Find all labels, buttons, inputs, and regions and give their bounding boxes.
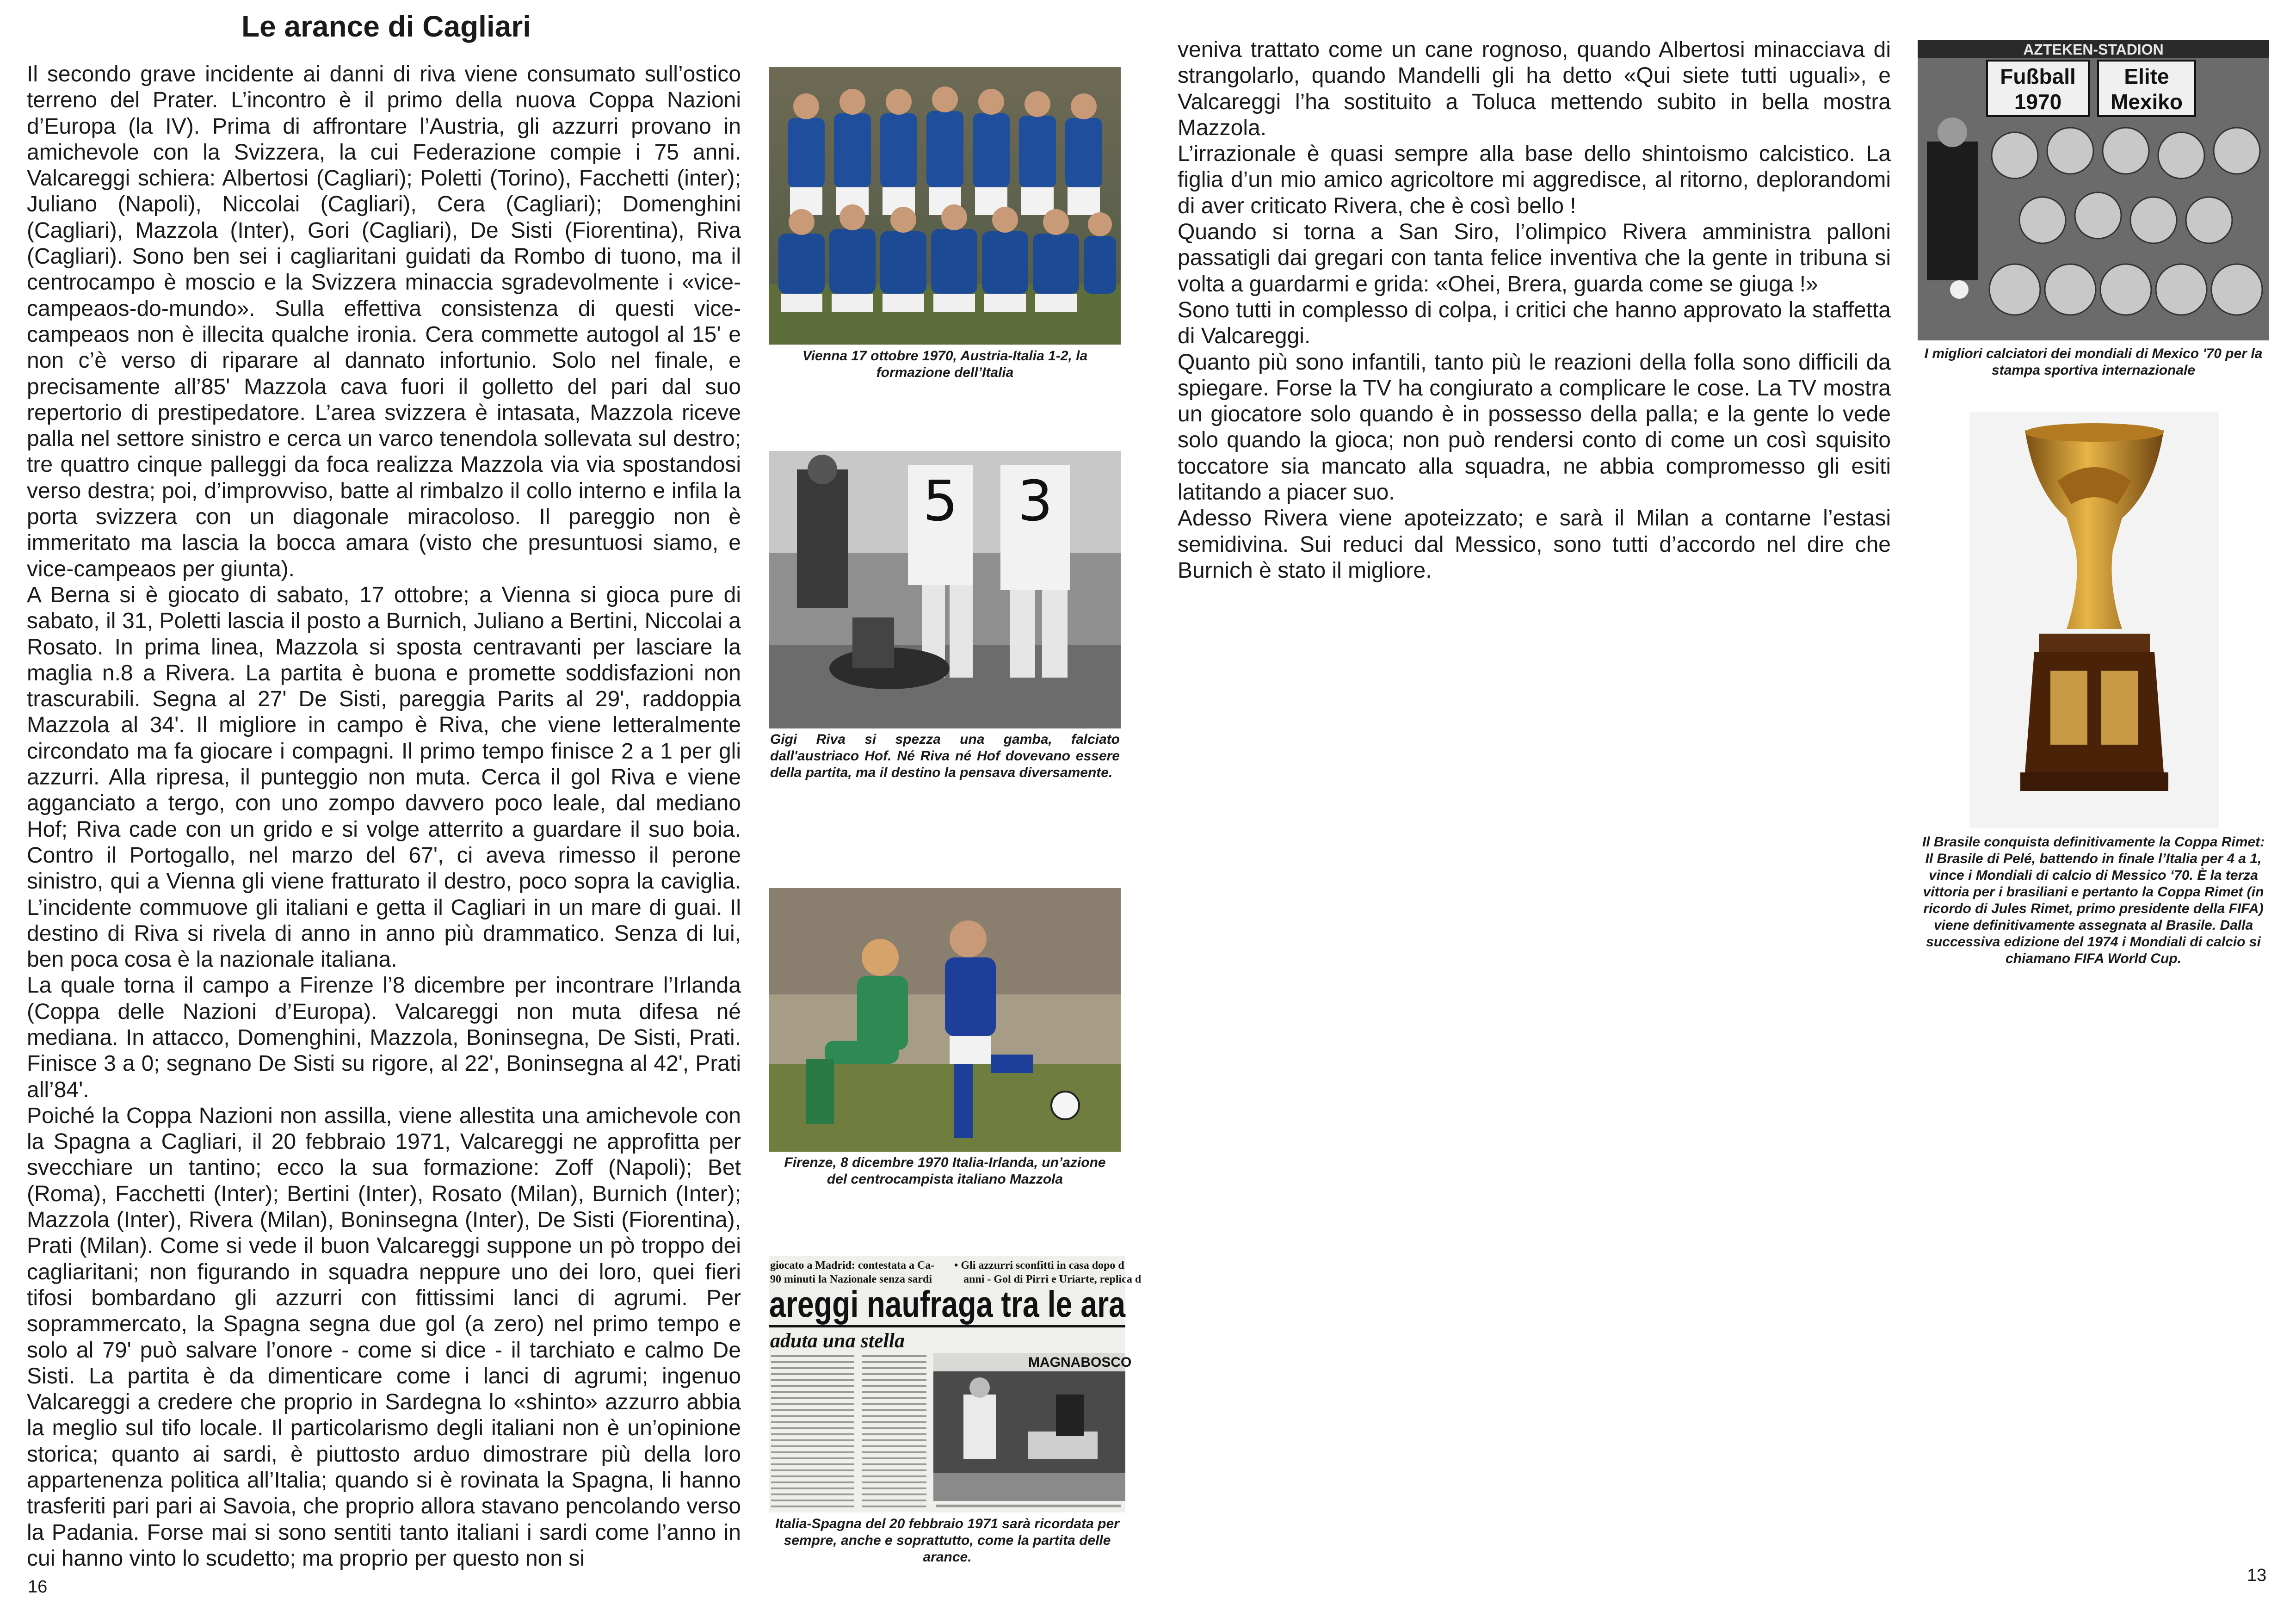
svg-text:5: 5: [922, 469, 958, 534]
page-number-left: 16: [28, 1577, 48, 1597]
page-number-right: 13: [2247, 1566, 2267, 1585]
newspaper-clipping: [769, 1256, 1142, 1512]
newspaper-kicker-right-2: anni - Gol di Pirri e Uriarte, replica d: [963, 1273, 1142, 1285]
paragraph: Poiché la Coppa Nazioni non assilla, viene allestita una amichevole con la Spagna a Cagliari, il 20 febbraio 1971, Valcareggi ne approfitta per svecchiare un tantino; ecco la sua formazione: Zoff (Napoli); Bet (Roma), Facchetti (Inter); Bertini (Inter), Rosato (Milan), Burnich (Inter); Mazzola (Inter), Rivera (Milan), Boninsegna (Inter), De Sisti (Fiorentina), Prati (Milan). Come si vede il buon Valcareggi suppone un pò troppo dei cagliaritani; non figurando in squadra neppure uno dei loro, quei fieri tifosi bombardano gli azzurri con fittissimi lanci di agrumi. Per soprammercato, la Spagna segna due gol (a zero) nel primo tempo e solo al 79' può salvare l’onore - come si dice - il tarchiato e calmo De Sisti. La partita è da dimenticare come i lanci di agrumi; ingenuo Valcareggi a credere che proprio in Sardegna lo «shinto» azzurro abbia la meglio sul tifo locale. Il particolarismo degli italiani non è un’opinione storica; quanto ai sardi, è piuttosto arduo dimostrare più della loro appartenenza politica all’Italia; quando si è rovinata la Spagna, li hanno trasferiti pari pari ai Savoia, che proprio allora stavano pencolando verso la Padania. Forse mai si sono sentiti tanto italiani i sardi come l’anno in cui hanno vinto lo scudetto; ma proprio per questo non si: [27, 1103, 741, 1571]
paragraph: Sono tutti in complesso di colpa, i critici che hanno approvato la staffetta di Valcareggi.: [1178, 297, 1891, 349]
newspaper-kicker-left-2: 90 minuti la Nazionale senza sardi: [770, 1273, 932, 1285]
paragraph: A Berna si è giocato di sabato, 17 ottobre; a Vienna si gioca pure di sabato, il 31, Poletti lascia il posto a Burnich, Juliano a Bertini, Niccolai a Rosato. In prima linea, Mazzola si sposta centravanti per lasciare la maglia n.8 a Rivera. La partita è buona e promette soddisfazioni non trascurabili. Segna al 27' De Sisti, pareggia Parits al 29', raddoppia Mazzola al 34'. Il migliore in campo è Riva, che viene letteralmente circondato ma fa giocare i compagni. Il primo tempo finisce 2 a 1 per gli azzurri. Alla ripresa, il punteggio non muta. Cerca il gol Riva e viene agganciato a tergo, con uno zompo davvero poco leale, dal mediano Hof; Riva cade con un grido e si volge atterrito a guardare il suo boia. Contro il Portogallo, nel marzo del 67', ci aveva rimesso il perone sinistro, qui a Vienna gli viene fratturato il destro, poco sopra la caviglia. L’incidente commuove gli italiani e getta il Cagliari in un mare di guai. Il destino di Riva si rivela di anno in anno più drammatico. Senza di lui, ben poca cosa è la nazionale italiana.: [27, 582, 741, 972]
newspaper-kicker-left: giocato a Madrid: contestata a Ca-: [770, 1259, 935, 1271]
left-article-text: [27, 62, 741, 1572]
caption-firenze: Firenze, 8 dicembre 1970 Italia-Irlanda, un’azione del centrocampista italiano Mazzola: [784, 1155, 1106, 1187]
photo-italy-team: [769, 67, 1121, 345]
photo-coppa-rimet: [1969, 412, 2219, 828]
newspaper-subhead: aduta una stella: [770, 1329, 905, 1352]
poster-stadium: AZTEKEN-STADION: [2023, 41, 2164, 58]
right-article-text: [1178, 37, 1891, 584]
caption-riva-injury: Gigi Riva si spezza una gamba, falciato dall'austriaco Hof. Né Riva né Hof dovevano essere della partita, ma il destino la pensava diversamente.: [770, 732, 1120, 780]
newspaper-banner: MAGNABOSCO: [1028, 1355, 1132, 1370]
photo-mexico70-poster: [1918, 40, 2269, 340]
poster-title-elite: Elite: [2124, 64, 2169, 88]
caption-coppa-rimet: Il Brasile conquista definitivamente la Coppa Rimet: Il Brasile di Pelé, battendo in finale l’Italia per 4 a 1, vince i Mondiali di calcio di Messico ‘70. È la terza vittoria per i brasiliani e pertanto la Coppa Rimet (in ricordo di Jules Rimet, primo presidente della FIFA) viene definitivamente assegnata al Brasile. Dalla successiva edizione del 1974 i Mondiali di calcio si chiamano FIFA World Cup.: [1922, 834, 2265, 966]
poster-title-1970: 1970: [2014, 90, 2062, 114]
caption-poster: I migliori calciatori dei mondiali di Mexico '70 per la stampa sportiva internazionale: [1924, 346, 2263, 378]
paragraph: Il secondo grave incidente ai danni di riva viene consumato sull’ostico terreno del Prater. L’incontro è il primo della nuova Coppa Nazioni d’Europa (la IV). Prima di affrontare l’Austria, gli azzurri provano in amichevole con la Svizzera, la cui Federazione compie i 75 anni. Valcareggi schiera: Albertosi (Cagliari); Poletti (Torino), Facchetti (inter); Juliano (Napoli), Niccolai (Cagliari), Cera (Cagliari); Domenghini (Cagliari), Mazzola (Inter), Gori (Cagliari), De Sisti (Fiorentina), Riva (Cagliari). Sono ben sei i cagliaritani guidati da Rombo di tuono, ma il centrocampo è moscio e la Svizzera minaccia sgradevolmente i «vice-campeaos-do-mundo». Sulla effettiva consistenza di questi vice-campeaos non è illecita qualche ironia. Cera commette autogol al 15' e non c’è verso di riparare al dannato infortunio. Solo nel finale, e precisamente all’85' Mazzola cava fuori il golletto del pari dal suo repertorio di prestipedatore. L’area svizzera è intasata, Mazzola riceve palla nel settore sinistro e cerca un varco tenendola sollevata sul destro; tre quattro cinque palleggi da foca realizza Mazzola via via spostandosi verso destra; poi, d’improvviso, batte al rimbalzo il collo interno e infila la porta svizzera con un diagonale miracoloso. Il pareggio non è immeritato ma lascia la bocca amara (visto che presuntuosi siamo, e vice-campeaos per giunta).: [27, 62, 741, 581]
paragraph: L’irrazionale è quasi sempre alla base dello shintoismo calcistico. La figlia d’un mio amico agricoltore mi aggredisce, al ritorno, deplorandomi di aver criticato Rivera, che è così bello !: [1178, 142, 1891, 218]
poster-title-fussball: Fußball: [2000, 64, 2076, 88]
caption-vienna-team: Vienna 17 ottobre 1970, Austria-Italia 1-2, la formazione dell’Italia: [802, 348, 1088, 380]
paragraph: Quando si torna a San Siro, l’olimpico Rivera amministra palloni passatigli dai gregari con tanta felice inventiva che la gente in tribuna si volta a guardarmi e grida: «Ohei, Brera, guarda come se giuga !»: [1178, 220, 1891, 296]
poster-title-mexiko: Mexiko: [2111, 90, 2183, 114]
photo-riva-injury: [769, 451, 1121, 728]
paragraph: La quale torna il campo a Firenze l’8 dicembre per incontrare l’Irlanda (Coppa delle Nazioni d’Europa). Valcareggi non muta difesa né mediana. In attacco, Domenghini, Mazzola, Boninsegna, De Sisti, Prati. Finisce 3 a 0; segnano De Sisti su rigore, al 22', Boninsegna al 42', Prati all’84'.: [27, 973, 741, 1102]
photo-firenze-mazzola: [769, 888, 1121, 1152]
caption-newspaper: Italia-Spagna del 20 febbraio 1971 sarà ricordata per sempre, anche e soprattutto, come la partita delle arance.: [775, 1516, 1119, 1565]
paragraph: Adesso Rivera viene apoteizzato; e sarà il Milan a contarne l’estasi semidivina. Sui reduci dal Messico, sono tutti d’accordo nel dire che Burnich è stato il migliore.: [1178, 506, 1891, 583]
svg-text:3: 3: [1017, 469, 1053, 534]
paragraph: veniva trattato come un cane rognoso, quando Albertosi minacciava di strangolarlo, quando Mandelli gli ha detto «Qui siete tutti uguali», e Valcareggi l’ha sostituito a Toluca mettendo subito in bella mostra Mazzola.: [1178, 37, 1891, 140]
newspaper-headline: areggi naufraga tra le ara: [769, 1284, 1126, 1325]
newspaper-kicker-right: • Gli azzurri sconfitti in casa dopo d: [954, 1259, 1124, 1271]
paragraph: Quanto più sono infantili, tanto più le reazioni della folla sono difficili da spiegare. Forse la TV ha congiurato a complicare le cose. La TV mostra un giocatore solo quando è in possesso della palla; e la gente lo vede solo quando la gioca; non può rendersi conto di come un così squisito toccatore sia mancato alla squadra, ne abbia compromesso gli esiti latitando a piacer suo.: [1178, 350, 1891, 505]
page-title: Le arance di Cagliari: [241, 10, 531, 43]
